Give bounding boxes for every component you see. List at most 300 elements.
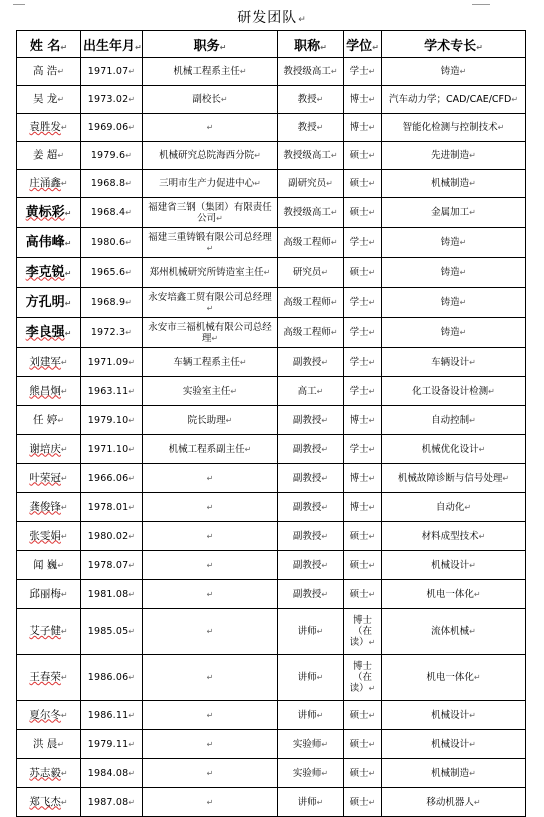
cell-mark-icon: ↵ [57, 560, 65, 570]
cell-mark-icon: ↵ [321, 473, 329, 483]
cell-mark-icon: ↵ [225, 415, 233, 425]
cell-specialty[interactable] [382, 701, 526, 730]
cell-degree-text: 硕士 [349, 150, 369, 161]
cell-title[interactable] [278, 288, 344, 318]
cell-birth-text: 1980.6 [90, 237, 126, 248]
cell-title[interactable] [278, 464, 344, 493]
cell-specialty[interactable] [382, 114, 526, 142]
cell-mark-icon: ↵ [478, 444, 486, 454]
cell-mark-icon: ↵ [60, 589, 68, 599]
cell-degree[interactable] [344, 258, 382, 288]
cell-degree-text: 学士 [349, 237, 369, 248]
header-birth[interactable] [81, 31, 143, 58]
cell-position[interactable] [143, 288, 278, 318]
cell-position-text: 机械研究总院海西分院 [159, 150, 255, 161]
cell-degree[interactable] [344, 318, 382, 348]
cell-mark-icon: ↵ [128, 444, 136, 454]
cell-title[interactable] [278, 142, 344, 170]
cell-mark-icon: ↵ [125, 298, 133, 307]
cell-name[interactable] [17, 522, 81, 551]
cell-position[interactable] [143, 198, 278, 228]
cell-mark-icon: ↵ [469, 179, 476, 188]
cell-name[interactable] [17, 759, 81, 788]
cell-birth[interactable] [81, 377, 143, 406]
header-title[interactable] [278, 31, 344, 58]
cell-name[interactable] [17, 142, 81, 170]
cell-mark-icon: ↵ [57, 415, 65, 425]
cell-specialty[interactable] [382, 609, 526, 655]
header-specialty[interactable] [382, 31, 526, 58]
cell-specialty[interactable] [382, 348, 526, 377]
cell-mark-icon: ↵ [321, 502, 329, 512]
cell-position[interactable] [143, 228, 278, 258]
cell-mark-icon: ↵ [368, 238, 376, 247]
cell-title[interactable] [278, 86, 344, 114]
cell-birth[interactable] [81, 258, 143, 288]
cell-mark-icon: ↵ [128, 357, 136, 367]
cell-birth[interactable] [81, 551, 143, 580]
cell-birth-text: 1973.02 [87, 94, 129, 105]
cell-mark-icon: ↵ [60, 444, 68, 454]
cell-birth-text: 1980.02 [87, 530, 129, 542]
cell-specialty-text: 铸造 [440, 327, 460, 338]
cell-position[interactable] [143, 759, 278, 788]
document-title[interactable] [0, 8, 544, 30]
cell-degree[interactable] [344, 58, 382, 86]
cell-position-text: 福建省三钢（集团）有限责任公司 [148, 201, 272, 224]
cell-position[interactable] [143, 318, 278, 348]
cell-position-text: 郑州机械研究所铸造室主任 [149, 267, 264, 278]
cell-degree[interactable] [344, 377, 382, 406]
cell-name[interactable] [17, 228, 81, 258]
cell-name-text: 闻 巍 [32, 558, 58, 571]
cell-name[interactable] [17, 198, 81, 228]
cell-title-text: 高级工程师 [283, 237, 331, 248]
header-position[interactable] [143, 31, 278, 58]
cell-degree[interactable] [344, 730, 382, 759]
cell-title-text: 副教授 [292, 530, 322, 542]
cell-mark-icon: ↵ [128, 415, 136, 425]
table-header-row [17, 31, 526, 58]
cell-specialty[interactable] [382, 58, 526, 86]
cell-mark-icon: ↵ [368, 560, 376, 570]
cell-specialty-text: 自动控制 [431, 414, 470, 426]
cell-mark-icon: ↵ [459, 238, 467, 247]
cell-mark-icon: ↵ [206, 797, 214, 807]
cell-title[interactable] [278, 580, 344, 609]
cell-birth-text: 1978.01 [87, 501, 129, 513]
cell-mark-icon: ↵ [128, 95, 136, 104]
cell-title-text: 副教授 [292, 559, 322, 571]
table-row [17, 288, 526, 318]
cell-mark-icon: ↵ [476, 42, 483, 52]
cell-degree[interactable] [344, 228, 382, 258]
cell-title[interactable] [278, 701, 344, 730]
cell-mark-icon: ↵ [368, 298, 376, 307]
cell-name-text: 刘建军 [29, 355, 61, 368]
cell-position[interactable] [143, 86, 278, 114]
cell-mark-icon: ↵ [239, 357, 247, 367]
cell-birth[interactable] [81, 86, 143, 114]
cell-specialty[interactable] [382, 406, 526, 435]
cell-position[interactable] [143, 522, 278, 551]
cell-name[interactable] [17, 58, 81, 86]
cell-position[interactable] [143, 170, 278, 198]
cell-position[interactable] [143, 655, 278, 701]
cell-name[interactable] [17, 86, 81, 114]
cell-mark-icon: ↵ [469, 627, 476, 636]
cell-title[interactable] [278, 609, 344, 655]
cell-position[interactable] [143, 377, 278, 406]
cell-birth[interactable] [81, 580, 143, 609]
cell-birth[interactable] [81, 730, 143, 759]
cell-birth[interactable] [81, 609, 143, 655]
cell-mark-icon: ↵ [206, 739, 214, 749]
cell-title-text: 实验师 [292, 767, 322, 779]
cell-degree[interactable] [344, 142, 382, 170]
cell-title[interactable] [278, 58, 344, 86]
header-name[interactable] [17, 31, 81, 58]
cell-mark-icon: ↵ [64, 208, 72, 218]
cell-specialty[interactable] [382, 377, 526, 406]
cell-mark-icon: ↵ [206, 243, 214, 253]
cell-position-text: 机械工程系主任 [173, 66, 240, 77]
cell-degree-text: 博士 [349, 122, 369, 133]
cell-position[interactable] [143, 701, 278, 730]
cell-birth-text: 1963.11 [87, 385, 129, 397]
cell-title-text: 副教授 [292, 356, 322, 368]
cell-birth[interactable] [81, 406, 143, 435]
table-row [17, 580, 526, 609]
cell-mark-icon: ↵ [321, 739, 329, 749]
cell-birth-text: 1965.6 [90, 267, 126, 278]
cell-specialty[interactable] [382, 580, 526, 609]
cell-degree-text: 博士（在读） [349, 661, 372, 694]
cell-title[interactable] [278, 406, 344, 435]
cell-birth[interactable] [81, 522, 143, 551]
cell-position-text: 院长助理 [187, 414, 226, 426]
cell-degree[interactable] [344, 493, 382, 522]
cell-mark-icon: ↵ [326, 179, 333, 188]
cell-title[interactable] [278, 730, 344, 759]
cell-mark-icon: ↵ [368, 67, 376, 76]
cell-degree[interactable] [344, 198, 382, 228]
cell-degree[interactable] [344, 464, 382, 493]
document-title-text[interactable]: 研发团队 [237, 10, 298, 26]
cell-birth-text: 1968.9 [90, 297, 126, 308]
cell-degree[interactable] [344, 788, 382, 817]
cell-specialty-text: 机械制造 [431, 767, 470, 779]
cell-specialty[interactable] [382, 435, 526, 464]
cell-position-text: 机械工程系副主任 [168, 443, 245, 455]
cell-title[interactable] [278, 759, 344, 788]
cell-specialty[interactable] [382, 288, 526, 318]
cell-specialty-text: 铸造 [440, 297, 460, 308]
cell-mark-icon: ↵ [57, 95, 65, 104]
cell-birth[interactable] [81, 288, 143, 318]
cell-specialty[interactable] [382, 258, 526, 288]
cell-mark-icon: ↵ [60, 357, 68, 367]
cell-degree-text: 硕士 [349, 559, 369, 571]
cell-mark-icon: ↵ [128, 560, 136, 570]
cell-mark-icon: ↵ [60, 710, 68, 720]
cell-mark-icon: ↵ [469, 710, 476, 720]
cell-mark-icon: ↵ [206, 560, 214, 570]
cell-specialty[interactable] [382, 318, 526, 348]
cell-birth[interactable] [81, 198, 143, 228]
cell-name-text: 熊昌炯 [29, 384, 61, 397]
cell-title[interactable] [278, 522, 344, 551]
cell-mark-icon: ↵ [206, 589, 214, 599]
cell-specialty-text: 铸造 [440, 66, 460, 77]
cell-name[interactable] [17, 730, 81, 759]
cell-degree[interactable] [344, 701, 382, 730]
header-degree-label: 学位 [346, 38, 373, 54]
cell-specialty-text: 智能化检测与控制技术 [402, 122, 498, 133]
cell-name-text: 姜 超 [32, 149, 58, 161]
cell-mark-icon: ↵ [60, 123, 68, 132]
cell-birth[interactable] [81, 464, 143, 493]
cell-mark-icon: ↵ [60, 386, 68, 396]
cell-mark-icon: ↵ [128, 710, 136, 720]
cell-degree[interactable] [344, 348, 382, 377]
cell-title-text: 副教授 [292, 472, 322, 484]
header-position-label: 职务 [193, 38, 220, 54]
cell-name-text: 艾子健 [29, 625, 61, 637]
cell-mark-icon: ↵ [125, 328, 133, 337]
cell-degree[interactable] [344, 86, 382, 114]
cell-mark-icon: ↵ [368, 328, 376, 337]
cell-degree-text: 学士 [349, 385, 369, 397]
cell-name[interactable] [17, 788, 81, 817]
cell-name[interactable] [17, 377, 81, 406]
cell-name[interactable] [17, 609, 81, 655]
cell-name-text: 洪 晨 [32, 737, 58, 750]
cell-mark-icon: ↵ [125, 208, 133, 217]
header-name-label: 姓 名 [29, 38, 61, 54]
cell-degree[interactable] [344, 655, 382, 701]
cell-specialty[interactable] [382, 522, 526, 551]
cell-title-text: 高级工程师 [283, 297, 331, 308]
cell-mark-icon: ↵ [60, 768, 68, 778]
cell-title[interactable] [278, 170, 344, 198]
cell-position[interactable] [143, 142, 278, 170]
cell-position[interactable] [143, 258, 278, 288]
cell-specialty-text: 机械优化设计 [421, 443, 479, 455]
cell-name[interactable] [17, 170, 81, 198]
header-degree[interactable] [344, 31, 382, 58]
cell-specialty[interactable] [382, 655, 526, 701]
cell-name-text: 黄标彩 [25, 204, 65, 220]
cell-position[interactable] [143, 580, 278, 609]
cell-title-text: 副教授 [292, 501, 322, 513]
cell-degree[interactable] [344, 114, 382, 142]
cell-specialty[interactable] [382, 551, 526, 580]
cell-mark-icon: ↵ [60, 502, 68, 512]
cell-name[interactable] [17, 435, 81, 464]
cell-title[interactable] [278, 435, 344, 464]
cell-degree-text: 博士 [349, 501, 369, 513]
cell-title[interactable] [278, 551, 344, 580]
cell-specialty[interactable] [382, 730, 526, 759]
cell-degree[interactable] [344, 522, 382, 551]
cell-specialty[interactable] [382, 228, 526, 258]
page-corner-mark-right [472, 0, 490, 5]
cell-mark-icon: ↵ [128, 502, 136, 512]
cell-title[interactable] [278, 655, 344, 701]
cell-title[interactable] [278, 788, 344, 817]
cell-birth[interactable] [81, 348, 143, 377]
cell-birth[interactable] [81, 228, 143, 258]
cell-birth[interactable] [81, 114, 143, 142]
cell-title-text: 讲师 [297, 626, 317, 637]
cell-mark-icon: ↵ [211, 333, 219, 343]
cell-position[interactable] [143, 609, 278, 655]
cell-title[interactable] [278, 258, 344, 288]
cell-name[interactable] [17, 258, 81, 288]
cell-specialty-text: 铸造 [440, 267, 460, 278]
cell-mark-icon: ↵ [321, 357, 329, 367]
header-specialty-label: 学术专长 [424, 38, 477, 54]
cell-degree-text: 硕士 [349, 796, 369, 808]
cell-specialty[interactable] [382, 170, 526, 198]
cell-birth[interactable] [81, 493, 143, 522]
research-team-table[interactable] [16, 30, 526, 817]
cell-degree-text: 硕士 [349, 767, 369, 779]
cell-degree[interactable] [344, 759, 382, 788]
cell-position[interactable] [143, 730, 278, 759]
cell-specialty[interactable] [382, 198, 526, 228]
cell-mark-icon: ↵ [368, 268, 376, 277]
cell-mark-icon: ↵ [320, 42, 327, 52]
cell-birth[interactable] [81, 655, 143, 701]
cell-name[interactable] [17, 114, 81, 142]
cell-birth[interactable] [81, 170, 143, 198]
cell-specialty[interactable] [382, 142, 526, 170]
cell-birth-text: 1981.08 [87, 588, 129, 600]
cell-mark-icon: ↵ [316, 673, 324, 682]
cell-name-text: 邱丽梅 [29, 587, 61, 600]
cell-title[interactable] [278, 198, 344, 228]
cell-position[interactable] [143, 348, 278, 377]
cell-mark-icon: ↵ [206, 673, 214, 682]
cell-birth-text: 1979.11 [87, 738, 129, 750]
cell-mark-icon: ↵ [330, 208, 338, 217]
cell-name[interactable] [17, 464, 81, 493]
cell-birth[interactable] [81, 58, 143, 86]
cell-mark-icon: ↵ [368, 684, 376, 693]
table-row [17, 142, 526, 170]
cell-name[interactable] [17, 551, 81, 580]
cell-degree[interactable] [344, 288, 382, 318]
cell-name-text: 袁胜发 [29, 121, 61, 133]
cell-name[interactable] [17, 701, 81, 730]
cell-specialty[interactable] [382, 464, 526, 493]
cell-specialty-text: 流体机械 [431, 626, 470, 637]
cell-specialty-text: 机械故障诊断与信号处理 [397, 472, 503, 484]
cell-position-text: 永安市三福机械有限公司总经理 [148, 321, 272, 344]
cell-mark-icon: ↵ [459, 298, 467, 307]
cell-name-text: 张雯娟 [29, 529, 61, 542]
cell-mark-icon: ↵ [368, 179, 376, 188]
cell-mark-icon: ↵ [473, 673, 481, 682]
cell-birth[interactable] [81, 142, 143, 170]
cell-name[interactable] [17, 288, 81, 318]
cell-title[interactable] [278, 228, 344, 258]
cell-title[interactable] [278, 348, 344, 377]
cell-birth[interactable] [81, 318, 143, 348]
cell-birth[interactable] [81, 788, 143, 817]
table-row [17, 348, 526, 377]
cell-mark-icon: ↵ [206, 123, 214, 132]
cell-position[interactable] [143, 435, 278, 464]
cell-title[interactable] [278, 114, 344, 142]
cell-mark-icon: ↵ [368, 123, 376, 132]
cell-position[interactable] [143, 58, 278, 86]
cell-mark-icon: ↵ [230, 386, 238, 396]
cell-degree-text: 学士 [349, 297, 369, 308]
cell-mark-icon: ↵ [368, 531, 376, 541]
table-row [17, 464, 526, 493]
cell-mark-icon: ↵ [60, 531, 68, 541]
cell-specialty-text: 化工设备设计检测 [412, 385, 489, 397]
cell-birth[interactable] [81, 435, 143, 464]
cell-degree-text: 硕士 [349, 207, 369, 218]
cell-specialty[interactable] [382, 493, 526, 522]
cell-name[interactable] [17, 406, 81, 435]
cell-name[interactable] [17, 348, 81, 377]
cell-name[interactable] [17, 318, 81, 348]
cell-birth-text: 1986.06 [87, 672, 129, 683]
cell-position[interactable] [143, 788, 278, 817]
cell-birth[interactable] [81, 701, 143, 730]
cell-degree[interactable] [344, 406, 382, 435]
cell-degree[interactable] [344, 170, 382, 198]
cell-mark-icon: ↵ [330, 151, 338, 160]
cell-name[interactable] [17, 493, 81, 522]
cell-mark-icon: ↵ [254, 151, 261, 160]
cell-specialty[interactable] [382, 86, 526, 114]
cell-title[interactable] [278, 318, 344, 348]
cell-degree[interactable] [344, 551, 382, 580]
cell-degree[interactable] [344, 435, 382, 464]
cell-degree-text: 学士 [349, 443, 369, 455]
cell-position[interactable] [143, 493, 278, 522]
cell-mark-icon: ↵ [321, 268, 329, 277]
cell-degree[interactable] [344, 609, 382, 655]
cell-mark-icon: ↵ [128, 123, 136, 132]
cell-name[interactable] [17, 580, 81, 609]
cell-birth[interactable] [81, 759, 143, 788]
cell-position[interactable] [143, 406, 278, 435]
cell-title[interactable] [278, 493, 344, 522]
cell-name[interactable] [17, 655, 81, 701]
cell-mark-icon: ↵ [64, 328, 72, 338]
cell-degree[interactable] [344, 580, 382, 609]
cell-title[interactable] [278, 377, 344, 406]
cell-specialty[interactable] [382, 788, 526, 817]
cell-mark-icon: ↵ [330, 67, 338, 76]
cell-mark-icon: ↵ [473, 797, 481, 807]
cell-mark-icon: ↵ [316, 627, 324, 636]
cell-position[interactable] [143, 464, 278, 493]
cell-birth-text: 1978.07 [87, 559, 129, 571]
cell-mark-icon: ↵ [368, 208, 376, 217]
cell-specialty[interactable] [382, 759, 526, 788]
cell-name-text: 吴 龙 [32, 93, 58, 105]
cell-position[interactable] [143, 114, 278, 142]
cell-position[interactable] [143, 551, 278, 580]
